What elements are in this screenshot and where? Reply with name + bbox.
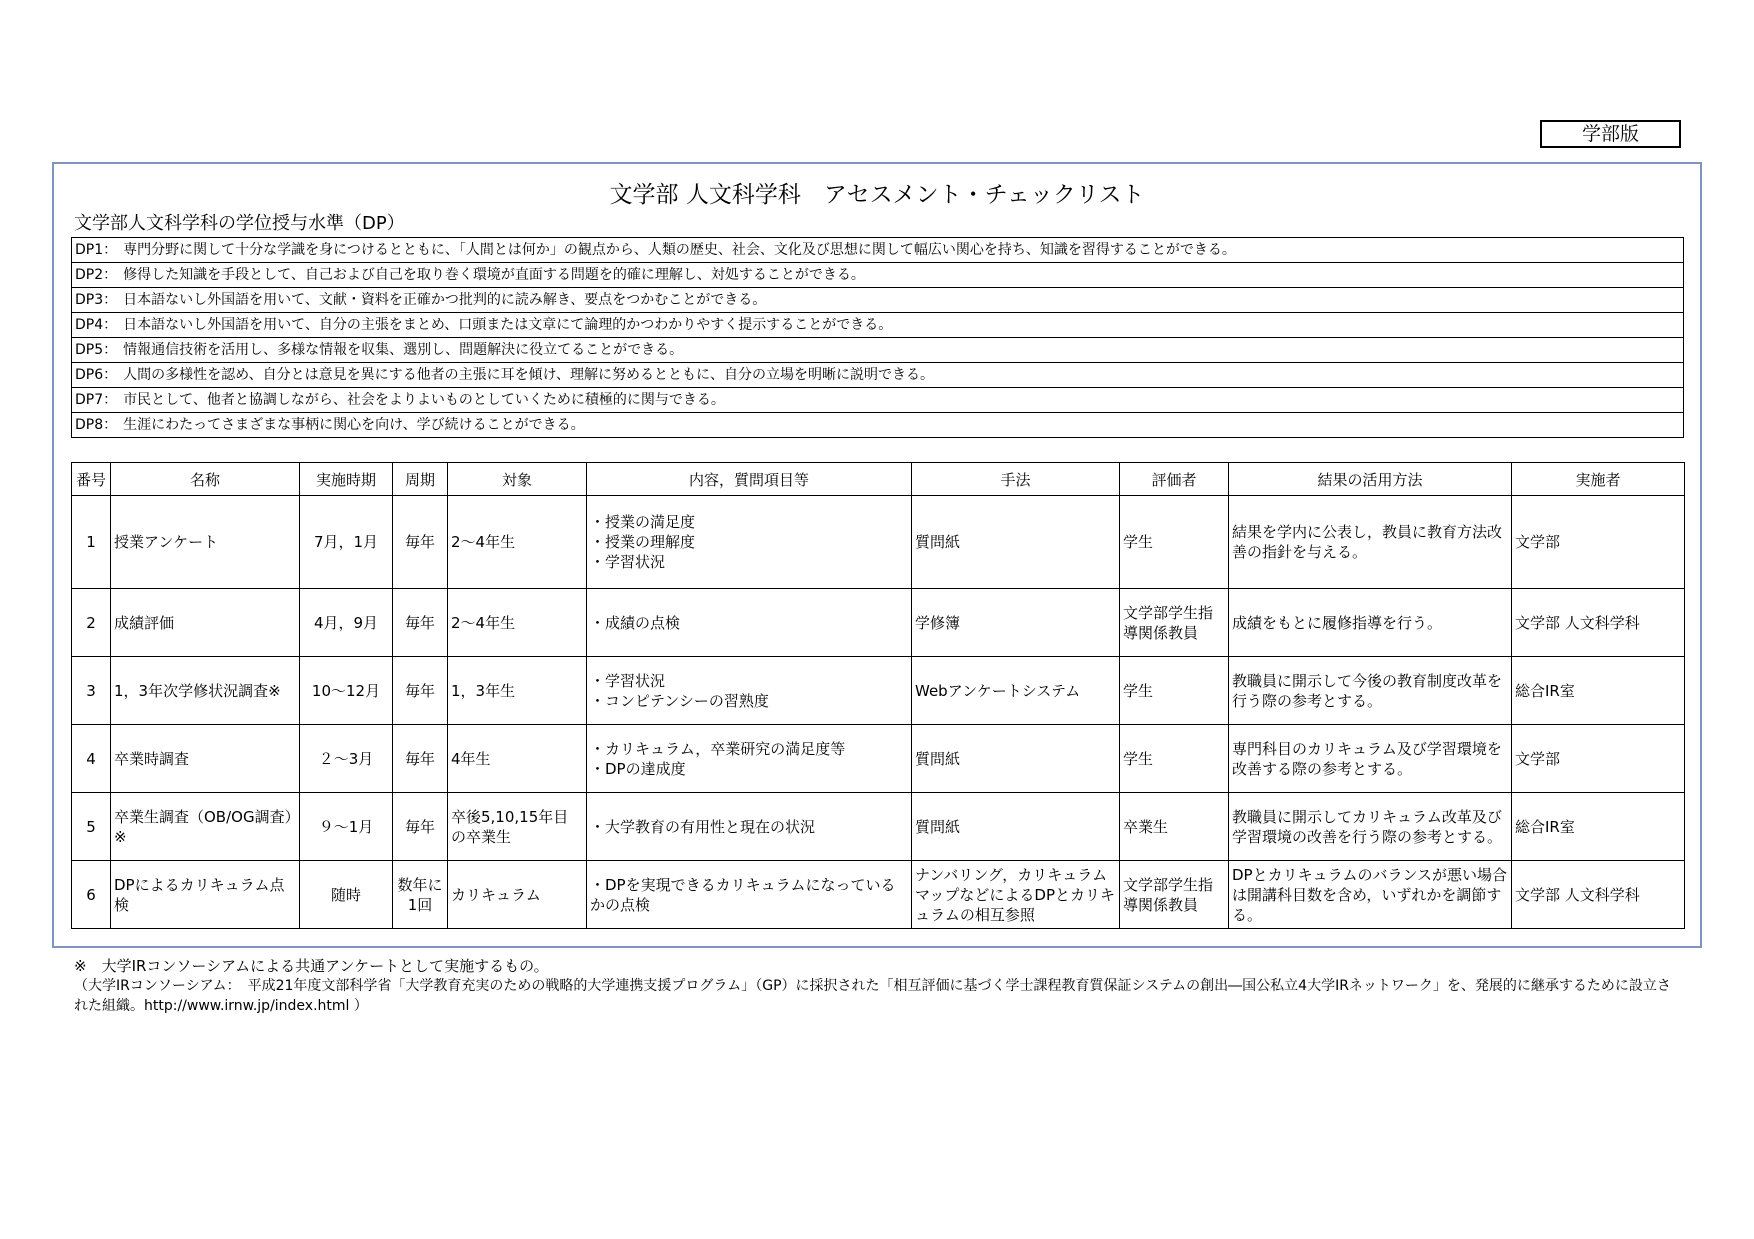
- cell-implementer: 文学部 人文科学科: [1512, 589, 1685, 657]
- cell-content: [587, 793, 912, 861]
- cell-no: 2: [72, 589, 111, 657]
- dp-label: DP5：: [75, 342, 118, 358]
- content-item: ・成績の点検: [590, 613, 681, 632]
- cell-cycle: 毎年: [393, 725, 448, 793]
- cell-evaluator: 文学部学生指導関係教員: [1120, 589, 1229, 657]
- dp-row: [72, 238, 1684, 263]
- cell-name: DPによるカリキュラム点検: [111, 861, 300, 929]
- dp-text: 市民として、他者と協調しながら、社会をよりよいものとしていくために積極的に関与できる。: [123, 392, 725, 408]
- cell-implementer: 総合IR室: [1512, 657, 1685, 725]
- cell-usage: 教職員に開示して今後の教育制度改革を行う際の参考とする。: [1229, 657, 1512, 725]
- dp-row: [72, 263, 1684, 288]
- column-header: 番号: [72, 463, 111, 496]
- cell-timing: ９～1月: [300, 793, 393, 861]
- dp-text: 日本語ないし外国語を用いて、文献・資料を正確かつ批判的に読み解き、要点をつかむことができる。: [123, 292, 767, 308]
- dp-cell: [72, 413, 1684, 438]
- cell-cycle: 数年に1回: [393, 861, 448, 929]
- cell-evaluator: 文学部学生指導関係教員: [1120, 861, 1229, 929]
- column-header: 結果の活用方法: [1229, 463, 1512, 496]
- dp-heading: 文学部人文科学科の学位授与水準（DP）: [74, 213, 405, 234]
- column-header: 名称: [111, 463, 300, 496]
- cell-cycle: 毎年: [393, 496, 448, 589]
- cell-method: 質問紙: [912, 496, 1120, 589]
- table-row: [72, 589, 1685, 657]
- dp-text: 生涯にわたってさまざまな事柄に関心を向け、学び続けることができる。: [123, 417, 585, 433]
- cell-method: Webアンケートシステム: [912, 657, 1120, 725]
- cell-name: 授業アンケート: [111, 496, 300, 589]
- content-item: ・授業の満足度: [590, 513, 696, 531]
- cell-no: 5: [72, 793, 111, 861]
- dp-label: DP7：: [75, 392, 118, 408]
- cell-name: 1，3年次学修状況調査※: [111, 657, 300, 725]
- dp-text: 修得した知識を手段として、自己および自己を取り巻く環境が直面する問題を的確に理解し、対処することができる。: [123, 267, 865, 283]
- cell-no: 6: [72, 861, 111, 929]
- dp-text: 人間の多様性を認め、自分とは意見を異にする他者の主張に耳を傾け、理解に努めるとともに、自分の立場を明晰に説明できる。: [123, 367, 935, 383]
- cell-timing: ２～3月: [300, 725, 393, 793]
- dp-row: [72, 288, 1684, 313]
- content-item: ・授業の理解度: [590, 533, 696, 551]
- table-header-row: [72, 463, 1685, 496]
- cell-method: 質問紙: [912, 793, 1120, 861]
- cell-timing: 4月，9月: [300, 589, 393, 657]
- content-item: ・学習状況: [590, 671, 666, 690]
- cell-name: 卒業時調査: [111, 725, 300, 793]
- table-row: [72, 861, 1685, 929]
- table-row: [72, 725, 1685, 793]
- cell-no: 1: [72, 496, 111, 589]
- dp-text: 情報通信技術を活用し、多様な情報を収集、選別し、問題解決に役立てることができる。: [123, 342, 684, 358]
- cell-implementer: 文学部: [1512, 725, 1685, 793]
- dp-row: [72, 338, 1684, 363]
- cell-usage: 結果を学内に公表し，教員に教育方法改善の指針を与える。: [1229, 496, 1512, 589]
- cell-target: カリキュラム: [448, 861, 587, 929]
- cell-timing: 随時: [300, 861, 393, 929]
- content-item: ・大学教育の有用性と現在の状況: [590, 817, 816, 836]
- cell-implementer: 文学部: [1512, 496, 1685, 589]
- cell-content: [587, 657, 912, 725]
- dp-cell: [72, 288, 1684, 313]
- cell-usage: 教職員に開示してカリキュラム改革及び学習環境の改善を行う際の参考とする。: [1229, 793, 1512, 861]
- column-header: 実施者: [1512, 463, 1685, 496]
- dp-row: [72, 388, 1684, 413]
- content-item: ・DPを実現できるカリキュラムになっているかの点検: [590, 875, 896, 914]
- column-header: 手法: [912, 463, 1120, 496]
- dp-label: DP1：: [75, 242, 118, 258]
- assessment-table: [71, 462, 1685, 929]
- dp-label: DP2：: [75, 267, 118, 283]
- column-header: 対象: [448, 463, 587, 496]
- cell-timing: 10～12月: [300, 657, 393, 725]
- cell-evaluator: 学生: [1120, 657, 1229, 725]
- footnotes: [74, 956, 1684, 1016]
- edition-badge: 学部版: [1540, 120, 1681, 148]
- table-row: [72, 793, 1685, 861]
- cell-content: [587, 496, 912, 589]
- content-item: ・カリキュラム，卒業研究の満足度等: [590, 739, 846, 758]
- footnote-2: （大学IRコンソーシアム： 平成21年度文部科学省「大学教育充実のための戦略的大学連携支援プログラム」（GP）に採択された「相互評価に基づく学士課程教育質保証システムの創出―国公私立4大学IRネットワーク」を、発展的に継承するために設立された組織。http://www.irnw.jp/index.html ）: [74, 978, 1671, 1014]
- dp-cell: [72, 313, 1684, 338]
- cell-cycle: 毎年: [393, 793, 448, 861]
- cell-content: [587, 861, 912, 929]
- cell-usage: 成績をもとに履修指導を行う。: [1229, 589, 1512, 657]
- cell-method: ナンバリング，カリキュラムマップなどによるDPとカリキュラムの相互参照: [912, 861, 1120, 929]
- column-header: 内容，質問項目等: [587, 463, 912, 496]
- cell-evaluator: 卒業生: [1120, 793, 1229, 861]
- content-item: ・DPの達成度: [590, 759, 686, 778]
- dp-label: DP8：: [75, 417, 118, 433]
- cell-content: [587, 725, 912, 793]
- cell-usage: 専門科目のカリキュラム及び学習環境を改善する際の参考とする。: [1229, 725, 1512, 793]
- dp-label: DP6：: [75, 367, 118, 383]
- dp-cell: [72, 263, 1684, 288]
- cell-method: 質問紙: [912, 725, 1120, 793]
- dp-row: [72, 413, 1684, 438]
- cell-evaluator: 学生: [1120, 496, 1229, 589]
- cell-cycle: 毎年: [393, 589, 448, 657]
- content-item: ・コンピテンシーの習熟度: [590, 691, 769, 710]
- cell-implementer: 総合IR室: [1512, 793, 1685, 861]
- dp-label: DP4：: [75, 317, 118, 333]
- column-header: 周期: [393, 463, 448, 496]
- cell-name: 卒業生調査（OB/OG調査）※: [111, 793, 300, 861]
- page-title: 文学部 人文科学科 アセスメント・チェックリスト: [609, 182, 1145, 208]
- cell-target: 2～4年生: [448, 496, 587, 589]
- dp-table: [71, 237, 1684, 438]
- cell-no: 4: [72, 725, 111, 793]
- dp-text: 日本語ないし外国語を用いて、自分の主張をまとめ、口頭または文章にて論理的かつわかりやすく提示することができる。: [123, 317, 893, 333]
- cell-implementer: 文学部 人文科学科: [1512, 861, 1685, 929]
- cell-target: 卒後5,10,15年目の卒業生: [448, 793, 587, 861]
- dp-cell: [72, 238, 1684, 263]
- table-row: [72, 657, 1685, 725]
- footnote-1: ※ 大学IRコンソーシアムによる共通アンケートとして実施するもの。: [74, 957, 549, 975]
- column-header: 評価者: [1120, 463, 1229, 496]
- dp-label: DP3：: [75, 292, 118, 308]
- cell-target: 2～4年生: [448, 589, 587, 657]
- cell-target: 4年生: [448, 725, 587, 793]
- cell-cycle: 毎年: [393, 657, 448, 725]
- dp-cell: [72, 363, 1684, 388]
- cell-timing: 7月，1月: [300, 496, 393, 589]
- dp-text: 専門分野に関して十分な学識を身につけるとともに、「人間とは何か」の観点から、人類の歴史、社会、文化及び思想に関して幅広い関心を持ち、知識を習得することができる。: [123, 242, 1236, 258]
- dp-row: [72, 313, 1684, 338]
- cell-name: 成績評価: [111, 589, 300, 657]
- cell-no: 3: [72, 657, 111, 725]
- column-header: 実施時期: [300, 463, 393, 496]
- content-item: ・学習状況: [590, 553, 666, 571]
- dp-cell: [72, 338, 1684, 363]
- dp-cell: [72, 388, 1684, 413]
- cell-usage: DPとカリキュラムのバランスが悪い場合は開講科目数を含め，いずれかを調節する。: [1229, 861, 1512, 929]
- cell-evaluator: 学生: [1120, 725, 1229, 793]
- cell-target: 1，3年生: [448, 657, 587, 725]
- dp-row: [72, 363, 1684, 388]
- cell-content: [587, 589, 912, 657]
- table-row: [72, 496, 1685, 589]
- cell-method: 学修簿: [912, 589, 1120, 657]
